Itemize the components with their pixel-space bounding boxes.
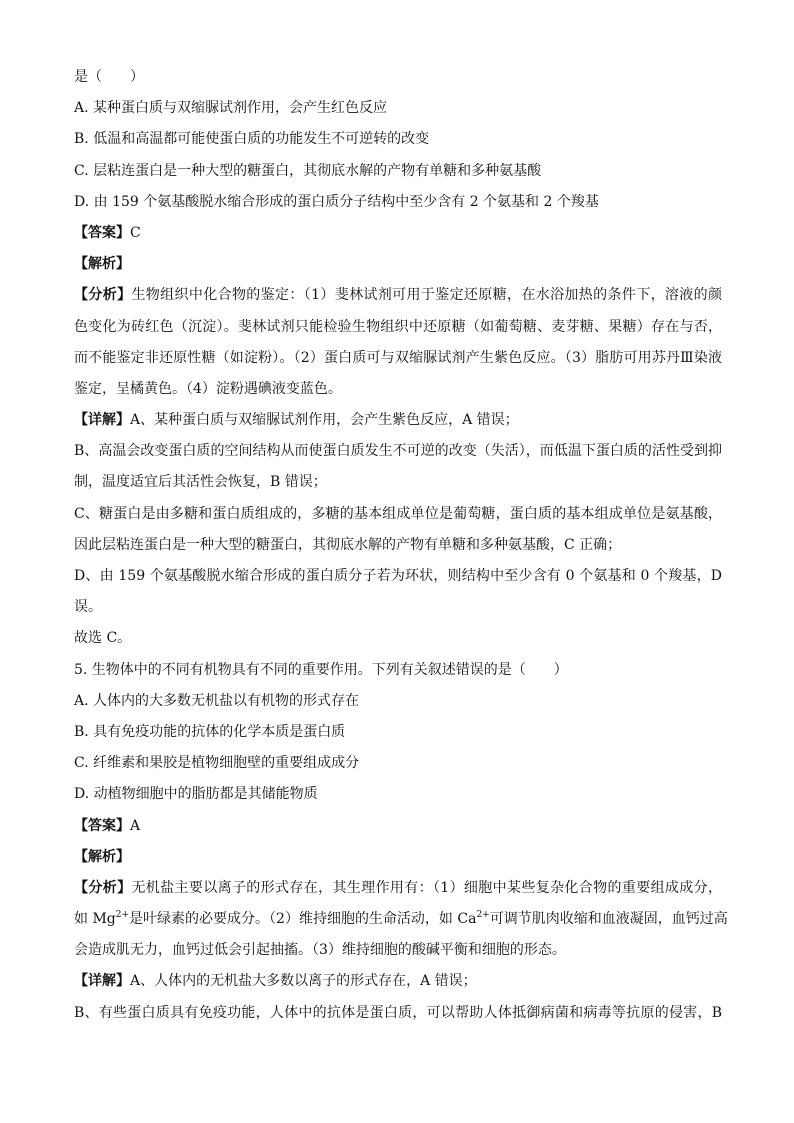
q5-option-c: C. 纤维素和果胶是植物细胞壁的重要组成成分 [74, 755, 360, 772]
q5-fenxi-text-2a: 如 Mg [74, 911, 116, 928]
q5-xiangjie-line-1 [74, 966, 722, 997]
q4-xiangjie-line-3: 制，温度适宜后其活性会恢复，B 错误； [74, 474, 327, 491]
q4-xiangjie-text-1: A、某种蛋白质与双缩脲试剂作用，会产生紫色反应，A 错误； [130, 412, 519, 429]
document-page [74, 62, 728, 1029]
q5-fenxi-text-2c: 可调节肌肉收缩和血液凝固，血钙过高 [489, 911, 728, 928]
q4-answer-tag: 【答案】 [74, 224, 130, 241]
q5-answer-line [74, 811, 722, 842]
q5-fenxi-line-2 [74, 904, 728, 935]
q5-answer-tag: 【答案】 [74, 817, 130, 834]
q5-fenxi-line-3: 会造成肌无力，血钙过低会引起抽搐。（3）维持细胞的酸碱平衡和细胞的形态。 [74, 942, 566, 959]
q4-answer-value: C [130, 224, 141, 241]
q5-fenxi-text-1: 无机盐主要以离子的形式存在，其生理作用有：（1）细胞中某些复杂化合物的重要组成成分， [131, 879, 722, 896]
q5-option-b: B. 具有免疫功能的抗体的化学本质是蛋白质 [74, 723, 346, 740]
q4-xiangjie-line-7: 误。 [74, 599, 102, 616]
q5-xiangjie-text-1: A、人体内的无机盐大多数以离子的形式存在，A 错误； [130, 973, 477, 990]
q4-xiangjie-line-2: B、高温会改变蛋白质的空间结构从而使蛋白质发生不可逆的改变（失活），而低温下蛋白质的活性受到抑 [74, 443, 722, 460]
q4-xiangjie-tag: 【详解】 [74, 412, 130, 429]
q5-answer-value: A [130, 817, 141, 834]
q4-xiangjie-line-5: 因此层粘连蛋白是一种大型的糖蛋白，其彻底水解的产物有单糖和多种氨基酸，C 正确； [74, 536, 622, 553]
q4-conclusion: 故选 C。 [74, 630, 132, 647]
q5-analysis-label: 【解析】 [74, 848, 130, 865]
q4-fenxi-text-1: 生物组织中化合物的鉴定：（1）斐林试剂可用于鉴定还原糖，在水浴加热的条件下，溶液的颜 [131, 287, 722, 304]
q4-xiangjie-line-6: D、由 159 个氨基酸脱水缩合形成的蛋白质分子若为环状，则结构中至少含有 0 个氨基和 0 个羧基，D [74, 568, 722, 584]
q5-option-a: A. 人体内的大多数无机盐以有机物的形式存在 [74, 692, 360, 709]
ca-charge-superscript: 2+ [476, 910, 490, 921]
q5-fenxi-text-2b: 是叶绿素的必要成分。（2）维持细胞的生命活动，如 Ca [129, 911, 477, 928]
q4-answer-line [74, 218, 722, 249]
q4-xiangjie-line-1 [74, 405, 722, 436]
q5-fenxi-line-1 [74, 873, 722, 904]
q4-fenxi-line-1 [74, 280, 722, 311]
q4-option-b: B. 低温和高温都可能使蛋白质的功能发生不可逆转的改变 [74, 131, 430, 148]
q4-option-a: A. 某种蛋白质与双缩脲试剂作用，会产生红色反应 [74, 100, 388, 117]
q4-xiangjie-line-4: C、糖蛋白是由多糖和蛋白质组成的，多糖的基本组成单位是葡萄糖，蛋白质的基本组成单位是氨基酸， [74, 505, 722, 522]
q4-fenxi-line-4: 鉴定，呈橘黄色。（4）淀粉遇碘液变蓝色。 [74, 380, 342, 397]
q5-xiangjie-line-2: B、有些蛋白质具有免疫功能，人体中的抗体是蛋白质，可以帮助人体抵御病菌和病毒等抗原的侵害，B [74, 1004, 722, 1021]
q4-option-d: D. 由 159 个氨基酸脱水缩合形成的蛋白质分子结构中至少含有 2 个氨基和 2 个羧基 [74, 193, 599, 210]
q4-option-c: C. 层粘连蛋白是一种大型的糖蛋白，其彻底水解的产物有单糖和多种氨基酸 [74, 162, 542, 179]
mg-charge-superscript: 2+ [115, 910, 130, 921]
q4-analysis-label: 【解析】 [74, 256, 130, 273]
q5-fenxi-tag: 【分析】 [74, 879, 132, 896]
q5-option-d: D. 动植物细胞中的脂肪都是其储能物质 [74, 786, 318, 803]
q4-fenxi-line-2: 色变化为砖红色（沉淀）。斐林试剂只能检验生物组织中还原糖（如葡萄糖、麦芽糖、果糖）存在与否， [74, 318, 722, 335]
q5-xiangjie-tag: 【详解】 [74, 973, 130, 990]
q4-fenxi-tag: 【分析】 [74, 287, 132, 304]
q5-stem: 5. 生物体中的不同有机物具有不同的重要作用。下列有关叙述错误的是（ ） [74, 661, 568, 678]
q4-fenxi-line-3: 而不能鉴定非还原性糖（如淀粉）。（2）蛋白质可与双缩脲试剂产生紫色反应。（3）脂肪可用苏丹Ⅲ染液 [74, 349, 722, 366]
q4-stem-tail: 是（ ） [74, 69, 144, 85]
